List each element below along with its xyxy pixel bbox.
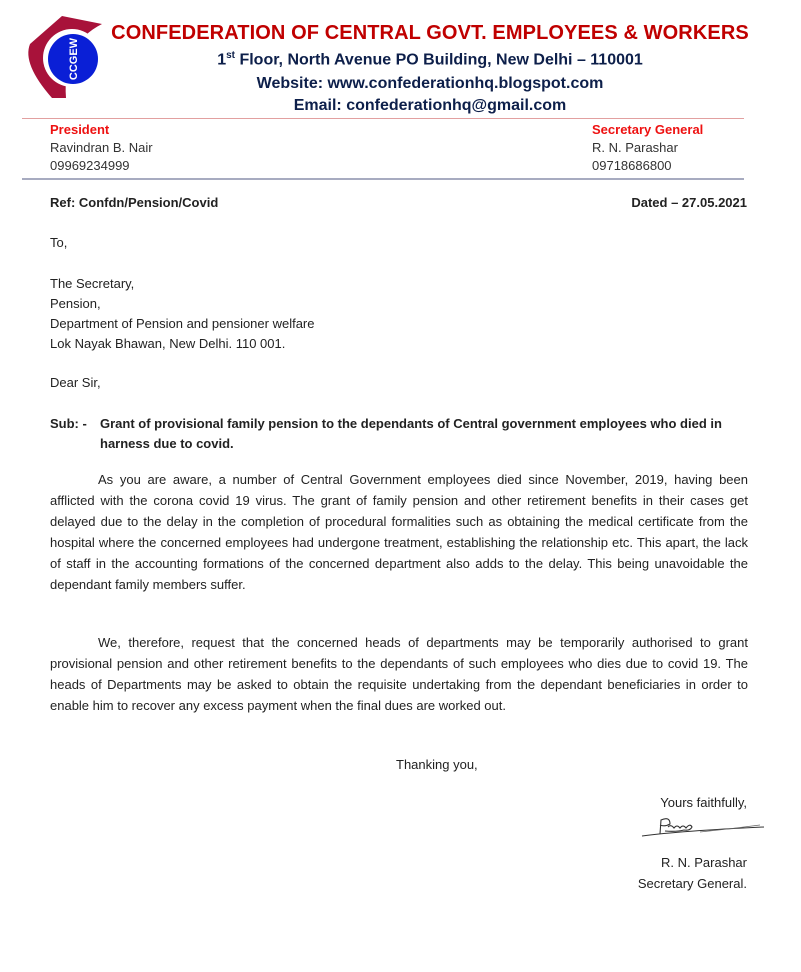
svg-text:CCGEW: CCGEW (68, 37, 80, 81)
reference-number: Ref: Confdn/Pension/Covid (50, 195, 219, 210)
president-phone: 09969234999 (50, 158, 130, 173)
recipient-address (50, 274, 315, 354)
address-text: Floor, North Avenue PO Building, New Delhi – 110001 (235, 51, 643, 69)
salutation-to: To, (50, 235, 68, 250)
president-block (50, 121, 153, 175)
handwritten-signature-icon (640, 814, 765, 840)
recipient-line: Department of Pension and pensioner welfare (50, 316, 315, 331)
subject-text: Grant of provisional family pension to the dependants of Central government employees who died in harness due to covid. (100, 416, 722, 451)
organization-logo (22, 14, 106, 100)
signature (640, 814, 765, 840)
president-role: President (50, 122, 110, 137)
signatory-title: Secretary General. (637, 876, 747, 891)
organization-address (100, 50, 760, 69)
recipient-line: Lok Nayak Bhawan, New Delhi. 110 001. (50, 336, 286, 351)
greeting: Dear Sir, (50, 375, 101, 390)
body-paragraph-2 (50, 632, 748, 716)
organization-name: CONFEDERATION OF CENTRAL GOVT. EMPLOYEES & WORKERS (111, 22, 749, 44)
address-floor-superscript: st (226, 50, 235, 61)
secretary-general-name: R. N. Parashar (592, 140, 678, 155)
body-paragraph-1 (50, 469, 748, 595)
header-divider-top (22, 118, 744, 119)
president-name: Ravindran B. Nair (50, 140, 153, 155)
thanking-line: Thanking you, (396, 757, 478, 772)
secretary-general-phone: 09718686800 (592, 158, 672, 173)
body-paragraph-text: As you are aware, a number of Central Government employees died since November, 2019, having been afflicted with the corona covid 19 virus. The grant of family pension and other retirement benefits in their cases get delayed due to the delay in the completion of procedural formalities such as obtaining the medical certificate from the hospital where the concerned employees had undergone treatment, establishing the relationship etc. This apart, the lack of staff in the accounting formations of the concerned department also adds to the delay. This being unavoidable the dependant family members suffer. (50, 472, 748, 592)
letter-date: Dated – 27.05.2021 (631, 195, 747, 210)
header-divider-bottom (22, 178, 744, 180)
signatory-name: R. N. Parashar (661, 855, 747, 870)
organization-email[interactable]: Email: confederationhq@gmail.com (293, 97, 567, 114)
recipient-line: The Secretary, (50, 276, 135, 291)
secretary-general-role: Secretary General (592, 122, 704, 137)
organization-website[interactable]: Website: www.confederationhq.blogspot.com (256, 75, 604, 92)
sign-off: Yours faithfully, (660, 795, 747, 810)
subject-line (50, 414, 748, 454)
recipient-line: Pension, (50, 296, 101, 311)
address-floor-number: 1 (217, 51, 227, 69)
secretary-general-block (592, 121, 703, 175)
ccgew-logo-icon (22, 14, 106, 100)
subject-label: Sub: - (50, 416, 87, 431)
body-paragraph-text: We, therefore, request that the concerned heads of departments may be temporarily authorised to grant provisional pension and other retirement benefits to the dependants of such employees who dies due to covid 19. The heads of Departments may be asked to obtain the requisite undertaking from the dependant beneficiaries in order to enable him to recover any excess payment when the final dues are worked out. (50, 635, 748, 713)
